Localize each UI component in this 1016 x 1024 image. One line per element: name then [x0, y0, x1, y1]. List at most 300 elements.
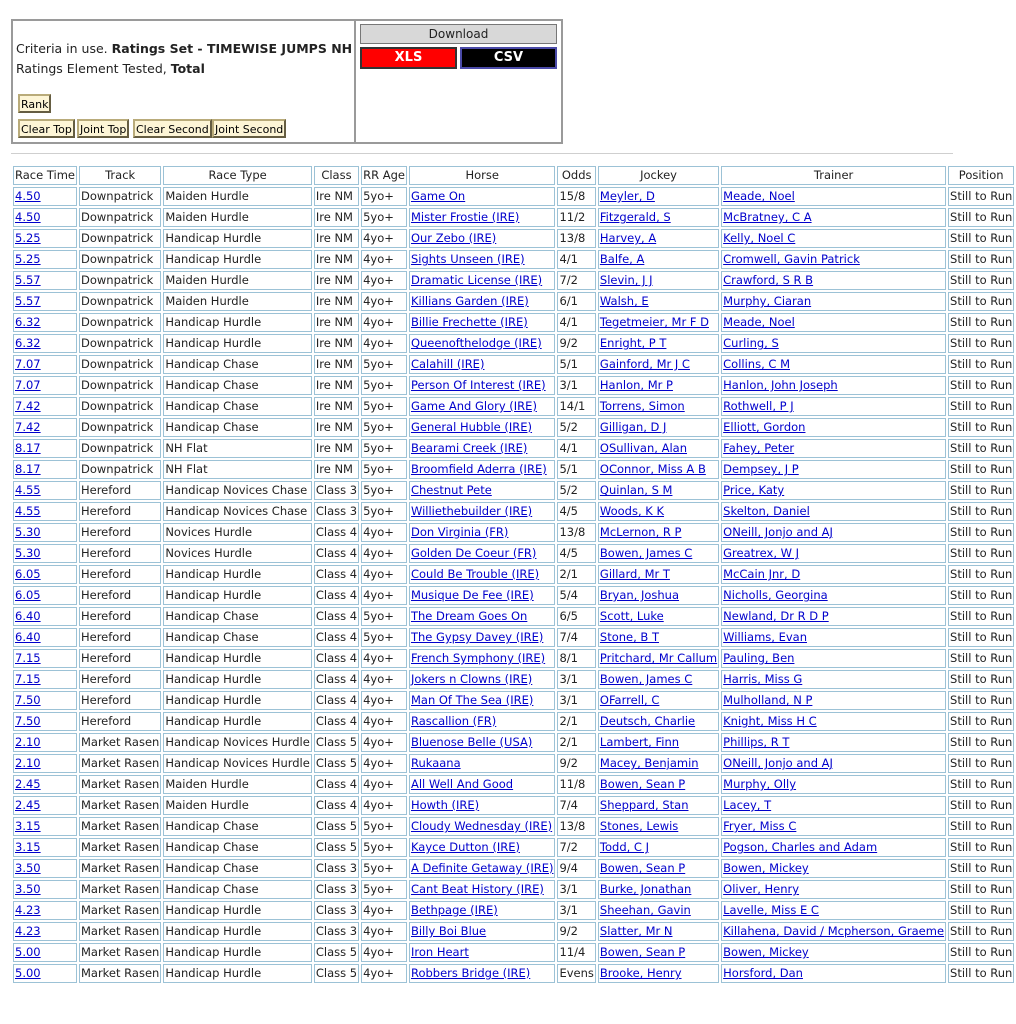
jockey-link[interactable]: Bowen, Sean P [599, 945, 686, 959]
table-row [13, 712, 1014, 731]
table-row [13, 670, 1014, 689]
cell-race-type: Handicap Hurdle [163, 586, 312, 605]
jockey-link[interactable]: OConnor, Miss A B [599, 462, 706, 476]
trainer-link[interactable]: Newland, Dr R D P [723, 609, 829, 623]
horse-link[interactable]: Don Virginia (FR) [410, 525, 509, 539]
jockey-link[interactable]: Tegetmeier, Mr F D [599, 315, 709, 329]
cell-race-time [13, 292, 77, 311]
rank-button[interactable]: Rank [18, 94, 51, 113]
horse-link[interactable]: Jokers n Clowns (IRE) [410, 672, 533, 686]
cell-race-time [13, 439, 77, 458]
horse-link[interactable]: French Symphony (IRE) [410, 651, 546, 665]
cell-race-type: Handicap Chase [163, 817, 312, 836]
jockey-link[interactable]: Bowen, James C [599, 546, 693, 560]
cell-race-time [13, 418, 77, 437]
race-time-link[interactable]: 7.50 [15, 693, 41, 707]
race-time-link[interactable]: 4.23 [15, 924, 41, 938]
cell-track: Market Rasen [79, 943, 161, 962]
jockey-link[interactable]: Fitzgerald, S [599, 210, 671, 224]
cell-race-time [13, 964, 77, 983]
cell-track: Market Rasen [79, 880, 161, 899]
cell-horse [409, 880, 556, 899]
race-time-link[interactable]: 6.05 [15, 567, 41, 581]
cell-class: Class 5 [314, 754, 359, 773]
race-time-link[interactable]: 3.15 [15, 819, 41, 833]
table-row [13, 208, 1014, 227]
horse-link[interactable]: Our Zebo (IRE) [410, 231, 497, 245]
trainer-link[interactable]: Oliver, Henry [723, 882, 800, 896]
jockey-link[interactable]: Deutsch, Charlie [599, 714, 696, 728]
cell-position: Still to Run [948, 628, 1014, 647]
horse-link[interactable]: Dramatic License (IRE) [410, 273, 543, 287]
trainer-link[interactable]: Pauling, Ben [723, 651, 795, 665]
cell-position: Still to Run [948, 649, 1014, 668]
table-row [13, 397, 1014, 416]
horse-link[interactable]: Killians Garden (IRE) [410, 294, 529, 308]
horse-link[interactable]: Queenofthelodge (IRE) [410, 336, 542, 350]
cell-class: Class 4 [314, 565, 359, 584]
table-row [13, 187, 1014, 206]
cell-position: Still to Run [948, 754, 1014, 773]
cell-track: Downpatrick [79, 187, 161, 206]
cell-race-type: NH Flat [163, 460, 312, 479]
cell-trainer [721, 880, 946, 899]
jockey-link[interactable]: Scott, Luke [599, 609, 664, 623]
jockey-link[interactable]: Burke, Jonathan [599, 882, 692, 896]
trainer-link[interactable]: McCain Jnr, D [723, 567, 801, 581]
race-time-link[interactable]: 5.30 [15, 525, 41, 539]
cell-rr-age: 5yo+ [361, 376, 407, 395]
horse-link[interactable]: Mister Frostie (IRE) [410, 210, 520, 224]
cell-rr-age: 4yo+ [361, 565, 407, 584]
jockey-link[interactable]: OFarrell, C [599, 693, 660, 707]
cell-race-type: Handicap Novices Hurdle [163, 733, 312, 752]
trainer-link[interactable]: Murphy, Olly [723, 777, 797, 791]
horse-link[interactable]: Howth (IRE) [410, 798, 480, 812]
trainer-link[interactable]: Williams, Evan [723, 630, 807, 644]
jockey-link[interactable]: Quinlan, S M [599, 483, 673, 497]
horse-link[interactable]: Billie Frechette (IRE) [410, 315, 528, 329]
table-header-row [13, 166, 1014, 185]
cell-track: Downpatrick [79, 418, 161, 437]
cell-trainer [721, 481, 946, 500]
cell-jockey [598, 796, 719, 815]
trainer-link[interactable]: Greatrex, W J [723, 546, 800, 560]
trainer-link[interactable]: Knight, Miss H C [723, 714, 817, 728]
jockey-link[interactable]: Slevin, J J [599, 273, 653, 287]
horse-link[interactable]: Chestnut Pete [410, 483, 492, 497]
cell-rr-age: 4yo+ [361, 313, 407, 332]
trainer-link[interactable]: Fryer, Miss C [723, 819, 797, 833]
cell-race-type: Handicap Hurdle [163, 670, 312, 689]
race-time-link[interactable]: 4.55 [15, 504, 41, 518]
cell-odds: 2/1 [557, 733, 595, 752]
race-time-link[interactable]: 5.00 [15, 966, 41, 980]
race-time-link[interactable]: 5.57 [15, 273, 41, 287]
cell-horse [409, 628, 556, 647]
horse-link[interactable]: Golden De Coeur (FR) [410, 546, 537, 560]
table-row [13, 817, 1014, 836]
cell-trainer [721, 229, 946, 248]
cell-class: Ire NM [314, 187, 359, 206]
cell-track: Market Rasen [79, 733, 161, 752]
race-time-link[interactable]: 8.17 [15, 462, 41, 476]
trainer-link[interactable]: Crawford, S R B [723, 273, 814, 287]
race-time-link[interactable]: 4.50 [15, 210, 41, 224]
cell-jockey [598, 586, 719, 605]
cell-horse [409, 607, 556, 626]
results-table [11, 164, 1016, 985]
cell-track: Hereford [79, 502, 161, 521]
cell-trainer [721, 355, 946, 374]
cell-track: Downpatrick [79, 208, 161, 227]
cell-race-time [13, 670, 77, 689]
cell-trainer [721, 607, 946, 626]
cell-race-type: NH Flat [163, 439, 312, 458]
horse-link[interactable]: Rascallion (FR) [410, 714, 497, 728]
trainer-link[interactable]: McBratney, C A [723, 210, 812, 224]
trainer-link[interactable]: ONeill, Jonjo and AJ [723, 525, 833, 539]
jockey-link[interactable]: Torrens, Simon [599, 399, 685, 413]
cell-jockey [598, 838, 719, 857]
cell-race-time [13, 376, 77, 395]
jockey-link[interactable]: Gillard, Mr T [599, 567, 670, 581]
horse-link[interactable]: Broomfield Aderra (IRE) [410, 462, 547, 476]
cell-race-type: Maiden Hurdle [163, 187, 312, 206]
race-time-link[interactable]: 5.25 [15, 231, 41, 245]
cell-odds: 3/1 [557, 691, 595, 710]
trainer-link[interactable]: Collins, C M [723, 357, 790, 371]
jockey-link[interactable]: Sheehan, Gavin [599, 903, 691, 917]
jockey-link[interactable]: Balfe, A [599, 252, 645, 266]
trainer-link[interactable]: Kelly, Noel C [723, 231, 796, 245]
cell-horse [409, 565, 556, 584]
cell-race-time [13, 775, 77, 794]
cell-jockey [598, 775, 719, 794]
cell-rr-age: 4yo+ [361, 775, 407, 794]
race-time-link[interactable]: 6.32 [15, 336, 41, 350]
race-time-link[interactable]: 2.45 [15, 798, 41, 812]
race-time-link[interactable]: 7.42 [15, 399, 41, 413]
race-time-link[interactable]: 4.23 [15, 903, 41, 917]
cell-jockey [598, 880, 719, 899]
cell-horse [409, 943, 556, 962]
jockey-link[interactable]: Bowen, Sean P [599, 777, 686, 791]
horse-link[interactable]: Robbers Bridge (IRE) [410, 966, 531, 980]
horse-link[interactable]: Bethpage (IRE) [410, 903, 498, 917]
horse-link[interactable]: Cloudy Wednesday (IRE) [410, 819, 553, 833]
jockey-link[interactable]: Bryan, Joshua [599, 588, 680, 602]
cell-odds: 4/5 [557, 544, 595, 563]
cell-rr-age: 4yo+ [361, 733, 407, 752]
trainer-link[interactable]: Elliott, Gordon [723, 420, 806, 434]
cell-class: Class 3 [314, 859, 359, 878]
cell-odds: 9/2 [557, 754, 595, 773]
horse-link[interactable]: Billy Boi Blue [410, 924, 487, 938]
horse-link[interactable]: Calahill (IRE) [410, 357, 485, 371]
cell-class: Class 4 [314, 628, 359, 647]
table-row [13, 292, 1014, 311]
table-row [13, 838, 1014, 857]
table-row [13, 250, 1014, 269]
horse-link[interactable]: Sights Unseen (IRE) [410, 252, 525, 266]
table-row [13, 964, 1014, 983]
cell-odds: 5/1 [557, 460, 595, 479]
trainer-link[interactable]: Bowen, Mickey [723, 861, 809, 875]
race-time-link[interactable]: 4.50 [15, 189, 41, 203]
horse-link[interactable]: Game On [410, 189, 466, 203]
race-time-link[interactable]: 7.07 [15, 378, 41, 392]
clear-top-button[interactable]: Clear Top [18, 119, 75, 138]
trainer-link[interactable]: Pogson, Charles and Adam [723, 840, 878, 854]
cell-odds: Evens [557, 964, 595, 983]
cell-race-time [13, 271, 77, 290]
cell-race-time [13, 313, 77, 332]
trainer-link[interactable]: Price, Katy [723, 483, 785, 497]
cell-race-type: Handicap Novices Hurdle [163, 754, 312, 773]
jockey-link[interactable]: Walsh, E [599, 294, 649, 308]
cell-jockey [598, 649, 719, 668]
race-time-link[interactable]: 6.40 [15, 609, 41, 623]
column-header-horse: Horse [409, 166, 556, 185]
race-time-link[interactable]: 3.15 [15, 840, 41, 854]
jockey-link[interactable]: OSullivan, Alan [599, 441, 687, 455]
race-time-link[interactable]: 7.15 [15, 672, 41, 686]
jockey-link[interactable]: Todd, C J [599, 840, 650, 854]
trainer-link[interactable]: ONeill, Jonjo and AJ [723, 756, 833, 770]
trainer-link[interactable]: Nicholls, Georgina [723, 588, 828, 602]
jockey-link[interactable]: Woods, K K [599, 504, 665, 518]
cell-odds: 13/8 [557, 817, 595, 836]
race-time-link[interactable]: 2.45 [15, 777, 41, 791]
cell-jockey [598, 334, 719, 353]
cell-class: Class 4 [314, 649, 359, 668]
cell-rr-age: 4yo+ [361, 922, 407, 941]
cell-horse [409, 355, 556, 374]
race-time-link[interactable]: 3.50 [15, 882, 41, 896]
cell-horse [409, 796, 556, 815]
cell-rr-age: 5yo+ [361, 502, 407, 521]
horse-link[interactable]: All Well And Good [410, 777, 514, 791]
jockey-link[interactable]: Macey, Benjamin [599, 756, 699, 770]
horse-link[interactable]: Kayce Dutton (IRE) [410, 840, 520, 854]
cell-rr-age: 5yo+ [361, 628, 407, 647]
cell-track: Downpatrick [79, 229, 161, 248]
jockey-link[interactable]: Meyler, D [599, 189, 655, 203]
horse-link[interactable]: The Gypsy Davey (IRE) [410, 630, 544, 644]
cell-position: Still to Run [948, 271, 1014, 290]
horse-link[interactable]: Cant Beat History (IRE) [410, 882, 544, 896]
download-csv-button[interactable]: CSV [460, 47, 557, 69]
cell-jockey [598, 481, 719, 500]
cell-race-time [13, 838, 77, 857]
horse-link[interactable]: Rukaana [410, 756, 461, 770]
cell-odds: 7/4 [557, 628, 595, 647]
download-xls-button[interactable]: XLS [360, 47, 457, 69]
trainer-link[interactable]: Rothwell, P J [723, 399, 794, 413]
cell-track: Downpatrick [79, 250, 161, 269]
cell-trainer [721, 670, 946, 689]
race-time-link[interactable]: 5.25 [15, 252, 41, 266]
trainer-link[interactable]: Murphy, Ciaran [723, 294, 812, 308]
cell-jockey [598, 208, 719, 227]
jockey-link[interactable]: Brooke, Henry [599, 966, 682, 980]
jockey-link[interactable]: Stones, Lewis [599, 819, 679, 833]
trainer-link[interactable]: Meade, Noel [723, 189, 795, 203]
cell-trainer [721, 817, 946, 836]
cell-horse [409, 670, 556, 689]
horse-link[interactable]: Bearami Creek (IRE) [410, 441, 528, 455]
cell-rr-age: 4yo+ [361, 964, 407, 983]
cell-odds: 4/1 [557, 313, 595, 332]
race-time-link[interactable]: 7.07 [15, 357, 41, 371]
cell-race-time [13, 817, 77, 836]
horse-link[interactable]: The Dream Goes On [410, 609, 528, 623]
horse-link[interactable]: Iron Heart [410, 945, 469, 959]
cell-rr-age: 5yo+ [361, 187, 407, 206]
race-time-link[interactable]: 5.30 [15, 546, 41, 560]
trainer-link[interactable]: Fahey, Peter [723, 441, 795, 455]
trainer-link[interactable]: Phillips, R T [723, 735, 790, 749]
race-time-link[interactable]: 6.05 [15, 588, 41, 602]
cell-horse [409, 229, 556, 248]
table-row [13, 460, 1014, 479]
download-panel [360, 24, 557, 69]
cell-odds: 13/8 [557, 229, 595, 248]
cell-jockey [598, 460, 719, 479]
trainer-link[interactable]: Bowen, Mickey [723, 945, 809, 959]
cell-position: Still to Run [948, 481, 1014, 500]
trainer-link[interactable]: Lavelle, Miss E C [723, 903, 819, 917]
horse-link[interactable]: Person Of Interest (IRE) [410, 378, 546, 392]
cell-trainer [721, 397, 946, 416]
cell-race-type: Handicap Chase [163, 355, 312, 374]
horse-link[interactable]: Man Of The Sea (IRE) [410, 693, 534, 707]
trainer-link[interactable]: Killahena, David / Mcpherson, Graeme [723, 924, 945, 938]
trainer-link[interactable]: Dempsey, J P [723, 462, 799, 476]
cell-odds: 9/2 [557, 334, 595, 353]
horse-link[interactable]: A Definite Getaway (IRE) [410, 861, 554, 875]
cell-horse [409, 460, 556, 479]
race-time-link[interactable]: 4.55 [15, 483, 41, 497]
cell-position: Still to Run [948, 187, 1014, 206]
criteria-prefix: Criteria in use. [16, 41, 108, 56]
cell-class: Class 4 [314, 586, 359, 605]
jockey-link[interactable]: Lambert, Finn [599, 735, 680, 749]
cell-horse [409, 922, 556, 941]
table-row [13, 439, 1014, 458]
cell-rr-age: 4yo+ [361, 523, 407, 542]
jockey-link[interactable]: Gainford, Mr J C [599, 357, 690, 371]
horse-link[interactable]: Williethebuilder (IRE) [410, 504, 533, 518]
cell-position: Still to Run [948, 922, 1014, 941]
cell-horse [409, 439, 556, 458]
cell-trainer [721, 460, 946, 479]
trainer-link[interactable]: Lacey, T [723, 798, 772, 812]
jockey-link[interactable]: Pritchard, Mr Callum [599, 651, 718, 665]
race-time-link[interactable]: 6.32 [15, 315, 41, 329]
race-time-link[interactable]: 5.57 [15, 294, 41, 308]
cell-jockey [598, 355, 719, 374]
trainer-link[interactable]: Skelton, Daniel [723, 504, 810, 518]
cell-odds: 2/1 [557, 565, 595, 584]
table-row [13, 481, 1014, 500]
cell-jockey [598, 292, 719, 311]
joint-second-button[interactable]: Joint Second [212, 119, 286, 138]
cell-rr-age: 5yo+ [361, 397, 407, 416]
cell-trainer [721, 544, 946, 563]
cell-class: Class 3 [314, 922, 359, 941]
jockey-link[interactable]: Harvey, A [599, 231, 657, 245]
trainer-link[interactable]: Mulholland, N P [723, 693, 813, 707]
race-time-link[interactable]: 7.15 [15, 651, 41, 665]
race-time-link[interactable]: 2.10 [15, 735, 41, 749]
jockey-link[interactable]: Slatter, Mr N [599, 924, 673, 938]
horse-link[interactable]: General Hubble (IRE) [410, 420, 533, 434]
race-time-link[interactable]: 7.42 [15, 420, 41, 434]
cell-jockey [598, 859, 719, 878]
trainer-link[interactable]: Harris, Miss G [723, 672, 803, 686]
jockey-link[interactable]: Gilligan, D J [599, 420, 667, 434]
jockey-link[interactable]: Bowen, Sean P [599, 861, 686, 875]
horse-link[interactable]: Could Be Trouble (IRE) [410, 567, 540, 581]
trainer-link[interactable]: Cromwell, Gavin Patrick [723, 252, 860, 266]
cell-trainer [721, 313, 946, 332]
cell-class: Class 4 [314, 775, 359, 794]
jockey-link[interactable]: Bowen, James C [599, 672, 693, 686]
cell-odds: 3/1 [557, 670, 595, 689]
cell-race-time [13, 859, 77, 878]
horse-link[interactable]: Bluenose Belle (USA) [410, 735, 533, 749]
race-time-link[interactable]: 2.10 [15, 756, 41, 770]
cell-odds: 11/4 [557, 943, 595, 962]
cell-race-time [13, 334, 77, 353]
race-time-link[interactable]: 7.50 [15, 714, 41, 728]
cell-trainer [721, 796, 946, 815]
clear-second-button[interactable]: Clear Second [133, 119, 212, 138]
cell-race-type: Handicap Chase [163, 628, 312, 647]
cell-jockey [598, 922, 719, 941]
trainer-link[interactable]: Meade, Noel [723, 315, 795, 329]
column-header-position: Position [948, 166, 1014, 185]
race-time-link[interactable]: 6.40 [15, 630, 41, 644]
jockey-link[interactable]: Sheppard, Stan [599, 798, 689, 812]
jockey-link[interactable]: Stone, B T [599, 630, 659, 644]
cell-race-time [13, 733, 77, 752]
cell-horse [409, 901, 556, 920]
jockey-link[interactable]: Enright, P T [599, 336, 667, 350]
trainer-link[interactable]: Curling, S [723, 336, 779, 350]
cell-class: Class 4 [314, 712, 359, 731]
joint-top-button[interactable]: Joint Top [77, 119, 129, 138]
cell-track: Downpatrick [79, 439, 161, 458]
jockey-link[interactable]: McLernon, R P [599, 525, 682, 539]
panel-divider [354, 21, 356, 142]
cell-position: Still to Run [948, 586, 1014, 605]
cell-horse [409, 691, 556, 710]
cell-track: Downpatrick [79, 334, 161, 353]
race-time-link[interactable]: 3.50 [15, 861, 41, 875]
trainer-link[interactable]: Horsford, Dan [723, 966, 803, 980]
horse-link[interactable]: Musique De Fee (IRE) [410, 588, 534, 602]
jockey-link[interactable]: Hanlon, Mr P [599, 378, 673, 392]
cell-track: Market Rasen [79, 796, 161, 815]
cell-race-type: Handicap Hurdle [163, 649, 312, 668]
horse-link[interactable]: Game And Glory (IRE) [410, 399, 537, 413]
race-time-link[interactable]: 5.00 [15, 945, 41, 959]
race-time-link[interactable]: 8.17 [15, 441, 41, 455]
trainer-link[interactable]: Hanlon, John Joseph [723, 378, 838, 392]
